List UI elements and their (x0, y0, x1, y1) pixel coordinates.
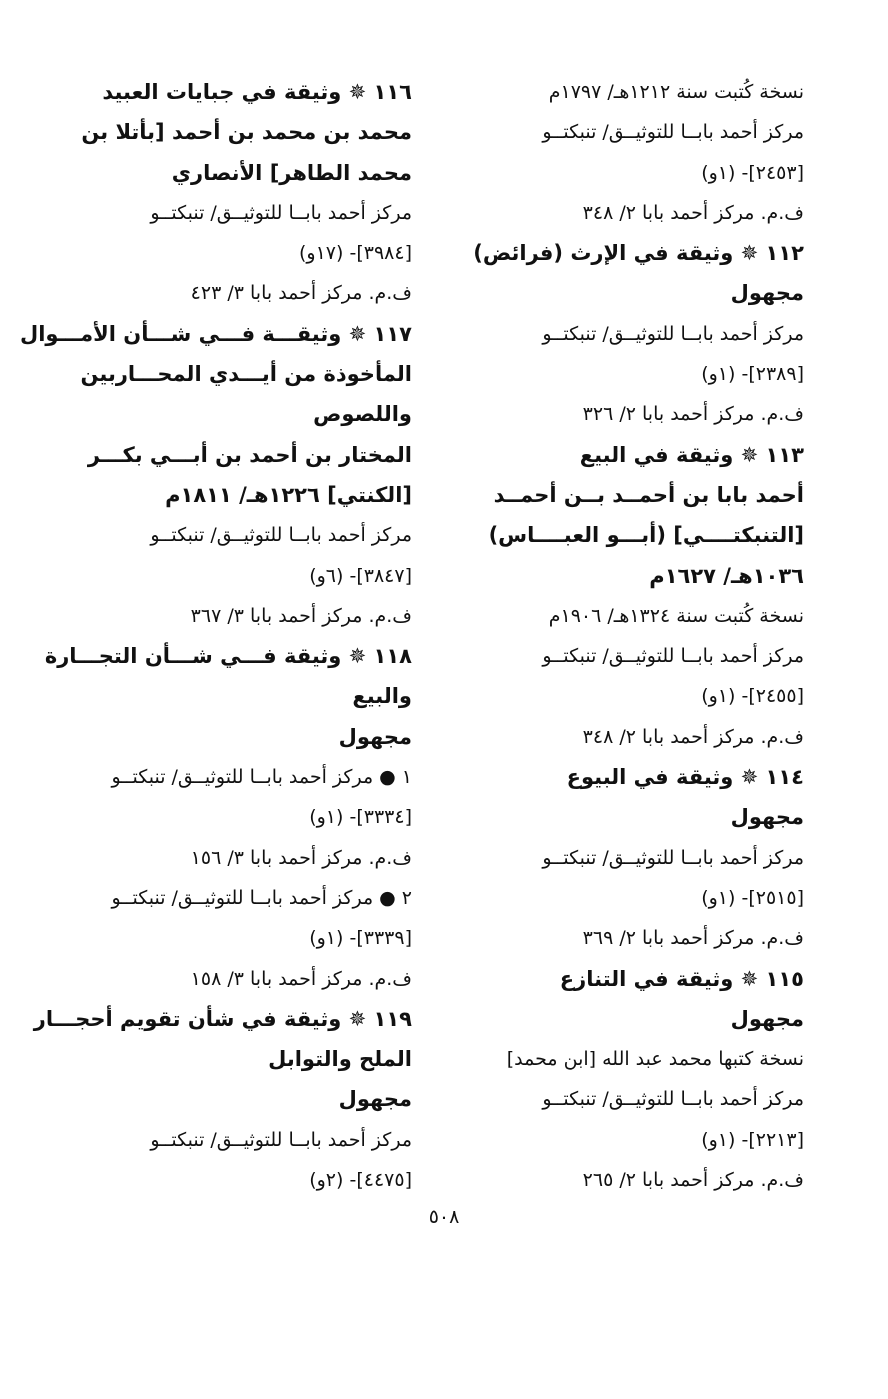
entry-heading-line: ١١٩ ✵ وثيقة في شأن تقويم أحجـــار (33, 1006, 412, 1031)
entry-text-line: ف.م. مركز أحمد بابا ٢/ ٢٦٥ (582, 1169, 804, 1192)
entry-text-line: ف.م. مركز أحمد بابا ٣/ ١٥٨ (190, 967, 412, 990)
entry-heading-line: ١١٥ ✵ وثيقة في التنازع (559, 966, 804, 991)
entry-heading-line: الملح والتوابل (268, 1047, 412, 1072)
entry-text-line: ف.م. مركز أحمد بابا ٣/ ٣٦٧ (190, 604, 412, 627)
entry-heading-line: مجهول (338, 1087, 412, 1112)
entry-text-line: نسخة كُتبت سنة ١٣٢٤هـ/ ١٩٠٦م (548, 604, 804, 627)
entry-heading-line: [الكنتي] ١٢٢٦هـ/ ١٨١١م (165, 482, 412, 507)
entry-text-line: مركز أحمد بابــا للتوثيــق/ تنبكتــو (542, 121, 804, 144)
entry-heading-line: ١١٣ ✵ وثيقة في البيع (579, 442, 804, 467)
entry-text-line: نسخة كتبها محمد عبد الله [ابن محمد] (506, 1048, 804, 1071)
entry-heading-line: ١١٧ ✵ وثيقـــة فـــي شـــأن الأمـــوال (20, 321, 412, 346)
entry-text-line: [٢٣٨٩]- (١و) (701, 363, 804, 386)
entry-heading-line: مجهول (730, 281, 804, 306)
entry-text-line: [٣٨٤٧]- (٦و) (309, 564, 412, 587)
entry-text-line: [٤٤٧٥]- (٢و) (309, 1169, 412, 1192)
entry-text-line: ف.م. مركز أحمد بابا ٢/ ٣٤٨ (582, 725, 804, 748)
entry-heading-line: المأخوذة من أيـــدي المحـــاربين (80, 362, 412, 387)
entry-heading-line: ١١٨ ✵ وثيقة فـــي شـــأن التجـــارة (44, 644, 412, 669)
entry-text-line: [٢٤٥٥]- (١و) (701, 685, 804, 708)
entry-heading-line: [التنبكتــــي] (أبـــو العبــــاس) (488, 523, 804, 548)
entry-text-line: [٣٣٣٩]- (١و) (309, 927, 412, 950)
entry-heading-line: مجهول (730, 805, 804, 830)
entry-text-line: مركز أحمد بابــا للتوثيــق/ تنبكتــو (542, 1088, 804, 1111)
entry-heading-line: المختار بن أحمد بن أبـــي بكـــر (87, 442, 412, 467)
entry-text-line: نسخة كُتبت سنة ١٢١٢هـ/ ١٧٩٧م (548, 81, 804, 103)
entry-heading-line: ١١٦ ✵ وثيقة في جبايات العبيد (102, 80, 412, 104)
entry-text-line: [٢٥١٥]- (١و) (701, 886, 804, 909)
entry-heading-line: محمد الطاهر] الأنصاري (171, 160, 412, 185)
entry-text-line: ٢ ● مركز أحمد بابــا للتوثيــق/ تنبكتــو (111, 886, 412, 909)
entry-text-line: مركز أحمد بابــا للتوثيــق/ تنبكتــو (542, 322, 804, 345)
entry-text-line: [٢٤٥٣]- (١و) (701, 161, 804, 184)
entry-heading-line: أحمد بابا بن أحمــد بــن أحمــد (493, 482, 804, 507)
entry-text-line: مركز أحمد بابــا للتوثيــق/ تنبكتــو (542, 846, 804, 869)
entry-text-line: [٣٣٣٤]- (١و) (309, 806, 412, 829)
entry-text-line: ف.م. مركز أحمد بابا ٣/ ٤٢٣ (190, 282, 412, 305)
entry-heading-line: محمد بن محمد بن أحمد [بأتلا بن (81, 120, 412, 145)
entry-text-line: ف.م. مركز أحمد بابا ٣/ ١٥٦ (190, 846, 412, 869)
entry-text-line: ف.م. مركز أحمد بابا ٢/ ٣٢٦ (582, 403, 804, 426)
entry-text-line: مركز أحمد بابــا للتوثيــق/ تنبكتــو (150, 524, 412, 547)
entry-heading-line: واللصوص (313, 402, 412, 427)
entry-heading-line: ١١٢ ✵ وثيقة في الإرث (فرائض) (473, 241, 804, 266)
entry-text-line: ف.م. مركز أحمد بابا ٢/ ٣٤٨ (582, 201, 804, 224)
entry-text-line: مركز أحمد بابــا للتوثيــق/ تنبكتــو (150, 201, 412, 224)
entry-text-line: مركز أحمد بابــا للتوثيــق/ تنبكتــو (150, 1128, 412, 1151)
entry-heading-line: والبيع (352, 684, 412, 709)
page-number: ٥٠٨ (428, 1206, 460, 1228)
entry-heading-line: مجهول (730, 1006, 804, 1031)
entry-text-line: [٣٩٨٤]- (١٧و) (299, 242, 412, 265)
entry-text-line: [٢٢١٣]- (١و) (701, 1128, 804, 1151)
entry-heading-line: ١٠٣٦هـ/ ١٦٢٧م (649, 563, 804, 588)
entry-text-line: مركز أحمد بابــا للتوثيــق/ تنبكتــو (542, 645, 804, 668)
entry-text-line: ف.م. مركز أحمد بابا ٢/ ٣٦٩ (582, 927, 804, 950)
left-column (20, 72, 412, 1200)
right-column (452, 72, 804, 1200)
entry-text-line: ١ ● مركز أحمد بابــا للتوثيــق/ تنبكتــو (111, 766, 412, 789)
entry-heading-line: ١١٤ ✵ وثيقة في البيوع (566, 765, 804, 790)
entry-heading-line: مجهول (338, 724, 412, 749)
